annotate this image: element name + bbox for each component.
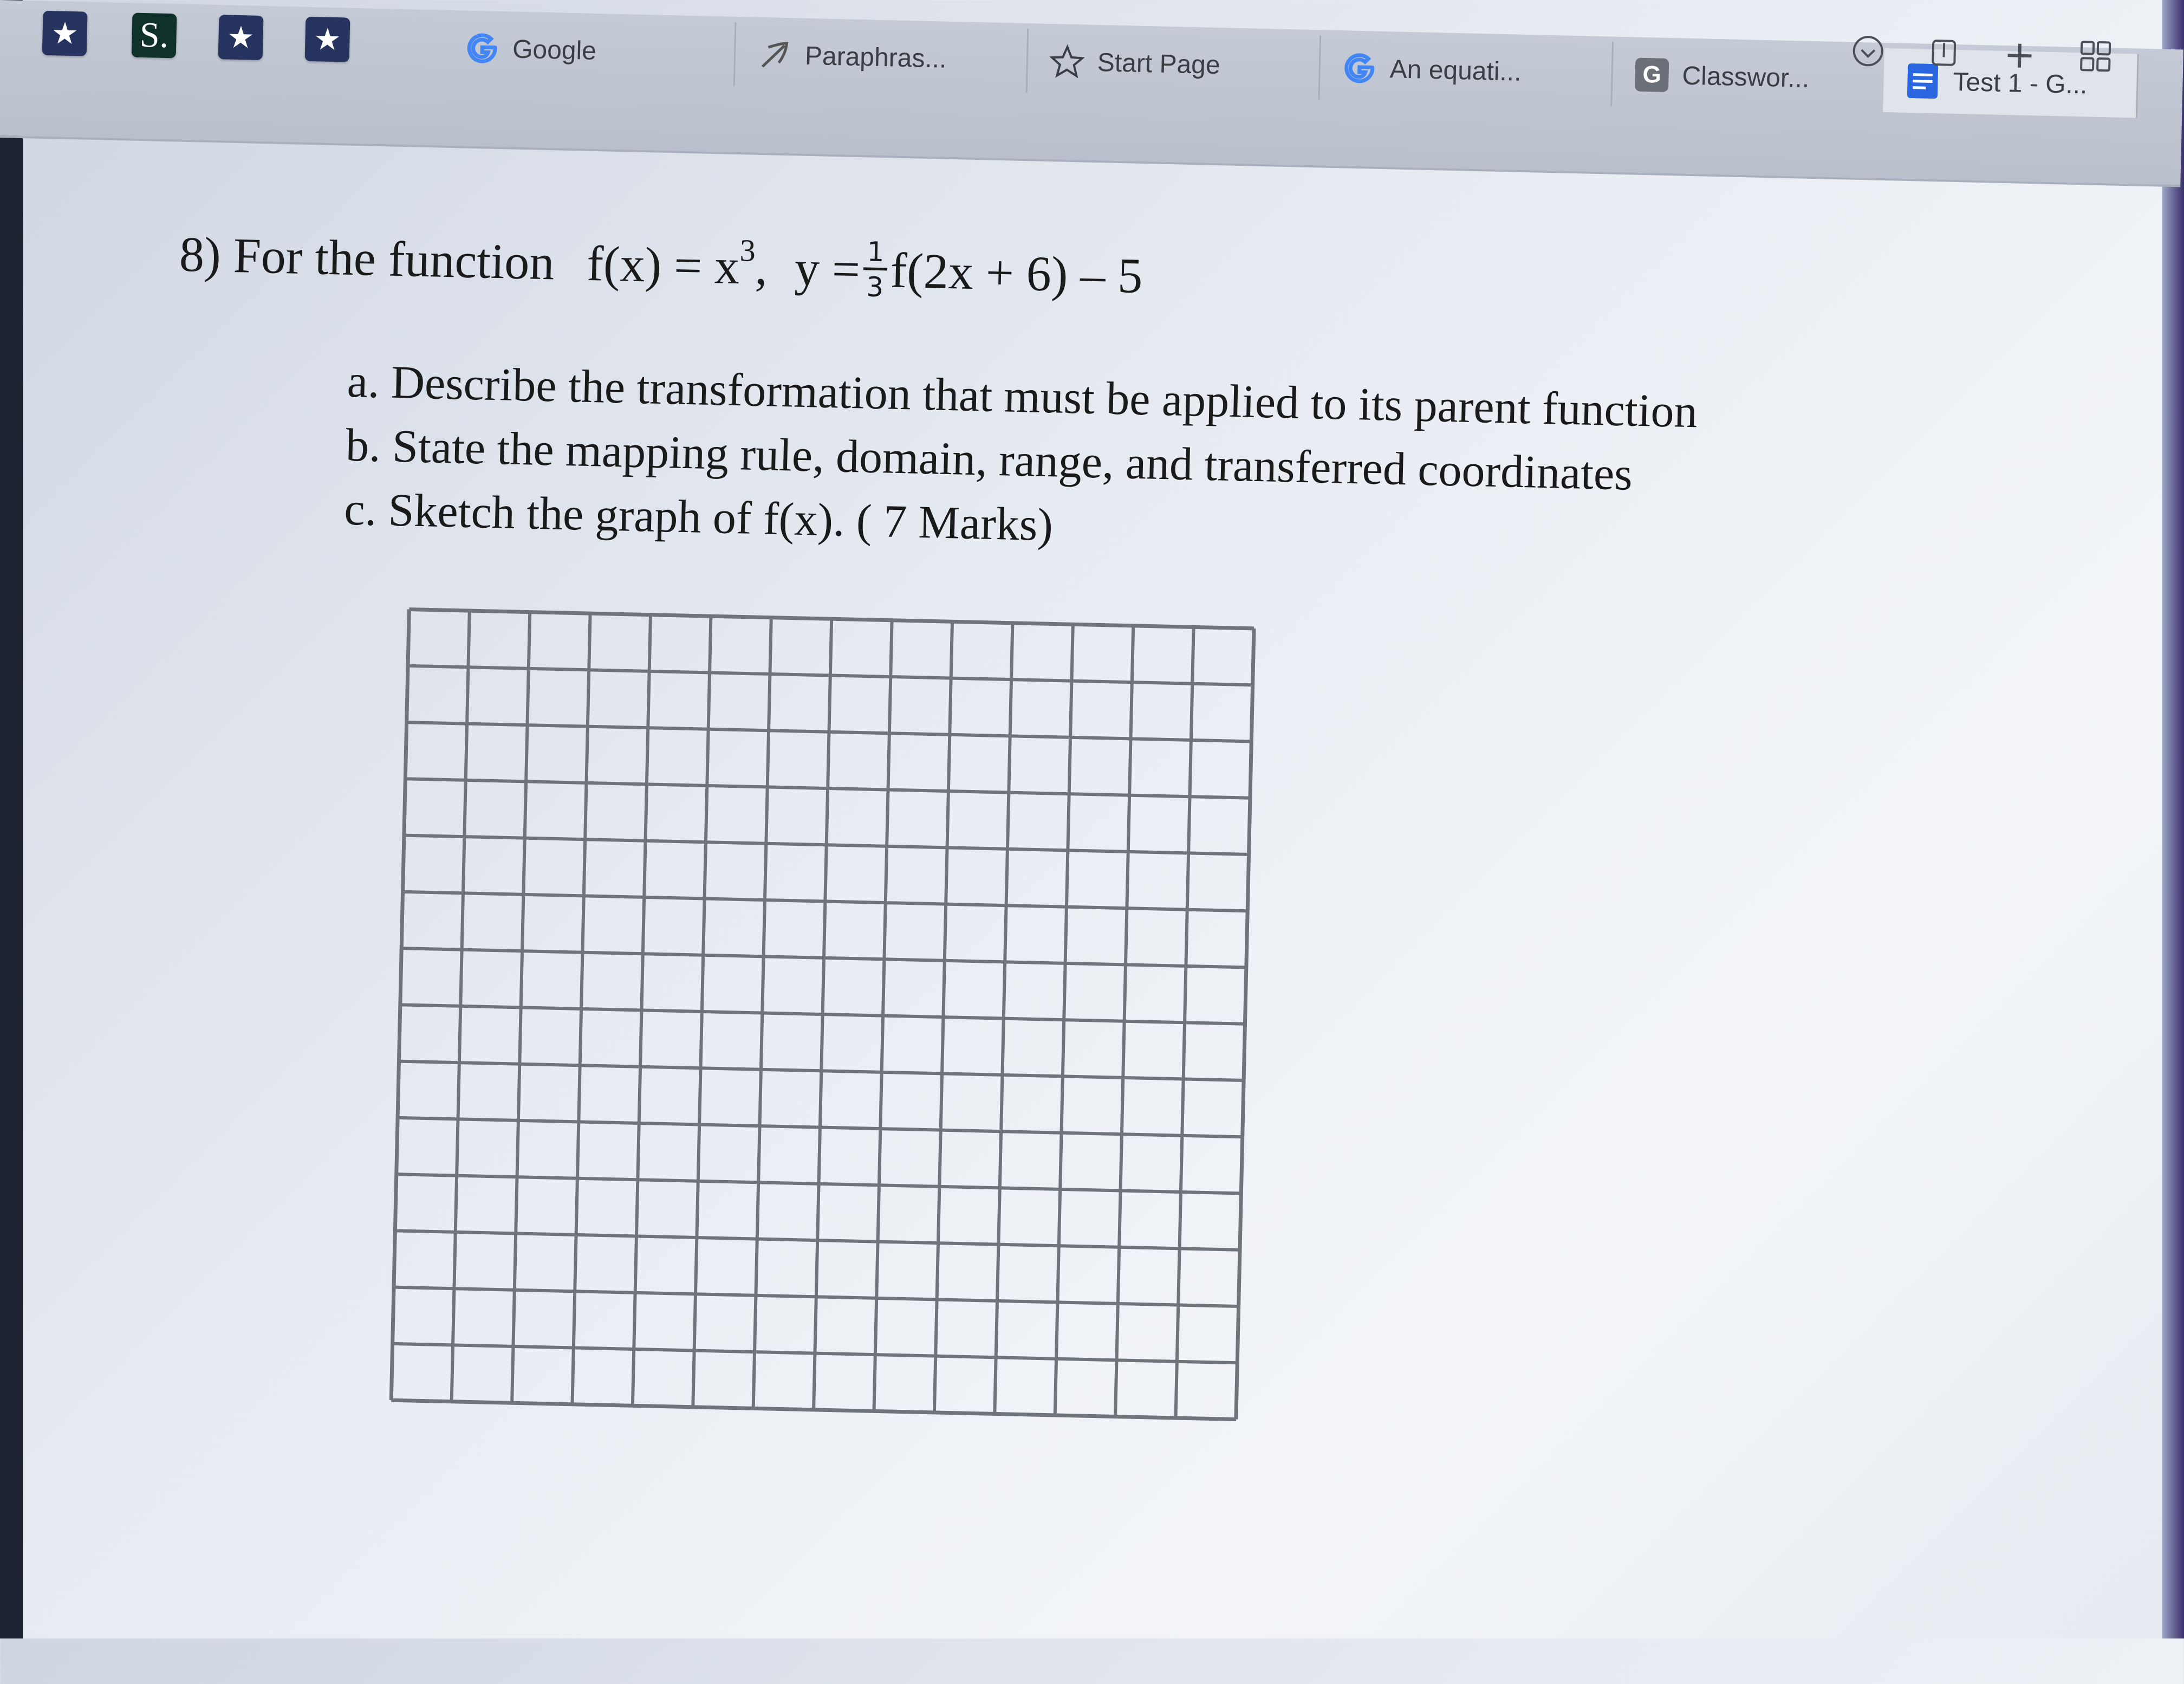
star-bookmark-icon: ★: [50, 15, 79, 51]
tab-label: Start Page: [1097, 48, 1221, 80]
one-third-fraction: [863, 238, 888, 301]
graph-grid-svg: [384, 601, 1269, 1434]
part-b: b. State the mapping rule, domain, range, and transferred coordinates: [345, 418, 1633, 500]
star-bookmark-icon: ★: [226, 20, 255, 56]
fx-exponent: 3: [739, 232, 756, 268]
part-c: c. Sketch the graph of f(x). ( 7 Marks): [343, 482, 1054, 551]
function-equation: [586, 232, 1143, 307]
tab-label: Classwor...: [1682, 61, 1810, 93]
tab-label: Google: [512, 34, 597, 66]
tab-label: Paraphras...: [804, 41, 947, 74]
question-number: 8) For the function: [179, 226, 555, 290]
s-app-icon: S.: [139, 15, 170, 56]
fraction-denominator: 3: [866, 271, 884, 303]
fraction-numerator: 1: [863, 238, 888, 270]
equation-separator: ,: [754, 239, 769, 295]
y-lhs: y =: [794, 240, 861, 297]
new-tab-button[interactable]: +: [2003, 31, 2036, 77]
question-parts: [343, 354, 1698, 576]
graph-grid: [384, 601, 1269, 1436]
tab-label: Test 1 - G...: [1952, 67, 2088, 99]
star-bookmark-icon: ★: [313, 21, 342, 57]
fx-definition: f(x) = x: [586, 235, 740, 294]
classroom-badge: G: [1635, 58, 1669, 92]
tab-label: An equati...: [1389, 54, 1522, 87]
question-8-heading: [179, 223, 1143, 307]
y-rhs: f(2x + 6) – 5: [889, 242, 1143, 303]
part-a: a. Describe the transformation that must be applied to its parent function: [346, 354, 1698, 438]
